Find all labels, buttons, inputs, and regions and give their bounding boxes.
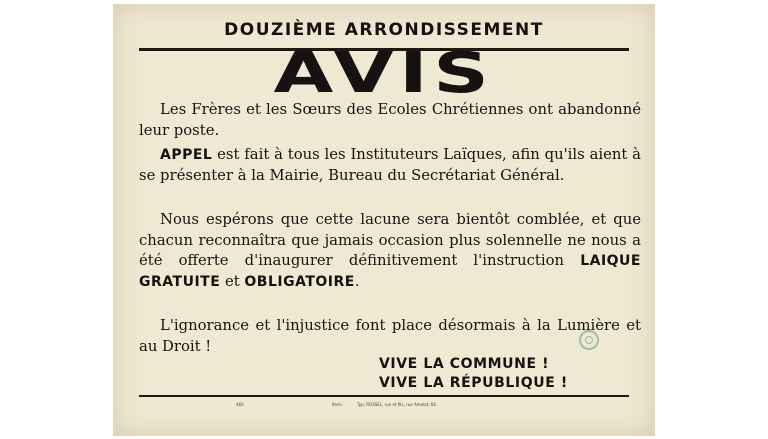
appeal-text: est fait à tous les Instituteurs Laïques, afin qu'ils aient à se présenter à la Mairie, Bureau du Secrétariat Général. bbox=[139, 146, 641, 184]
imprint-printer: Typ. ROSSEL, rue et fils, rue Amelot, 64. bbox=[357, 402, 438, 407]
imprint-city: Paris. bbox=[332, 402, 343, 407]
cry-vive-la-commune: VIVE LA COMMUNE ! bbox=[379, 356, 550, 372]
paragraph-abandonment-text: Les Frères et les Sœurs des Ecoles Chrétiennes ont abandonné leur poste. bbox=[139, 101, 641, 139]
imprint-number: 460 bbox=[236, 402, 244, 407]
laique-gratuite-emphasis: LAIQUE GRATUITE bbox=[139, 253, 641, 290]
appeal-lead: APPEL bbox=[160, 147, 213, 163]
bottom-rule bbox=[139, 395, 629, 397]
paragraph-hope bbox=[139, 210, 641, 292]
district-heading: DOUZIÈME ARRONDISSEMENT bbox=[224, 20, 544, 40]
commune-poster bbox=[113, 4, 655, 436]
stamp-mark bbox=[579, 330, 599, 350]
obligatoire-emphasis: OBLIGATOIRE bbox=[244, 273, 355, 290]
paragraph-ignorance bbox=[139, 316, 641, 357]
paragraph-ignorance-text: L'ignorance et l'injustice font place désormais à la Lumière et au Droit ! bbox=[139, 317, 641, 355]
hope-text-middle: et bbox=[220, 272, 245, 290]
hope-text-end: . bbox=[354, 272, 360, 290]
poster-title: AVIS bbox=[273, 41, 495, 106]
cry-vive-la-republique: VIVE LA RÉPUBLIQUE ! bbox=[379, 375, 568, 391]
paragraph-appeal bbox=[139, 145, 641, 186]
paragraph-abandonment bbox=[139, 100, 641, 141]
hope-text-start: Nous espérons que cette lacune sera bientôt comblée, et que chacun reconnaîtra que jamais occasion plus solennelle ne nous a été offerte d'inaugurer définitivement l'instruction bbox=[139, 211, 641, 269]
